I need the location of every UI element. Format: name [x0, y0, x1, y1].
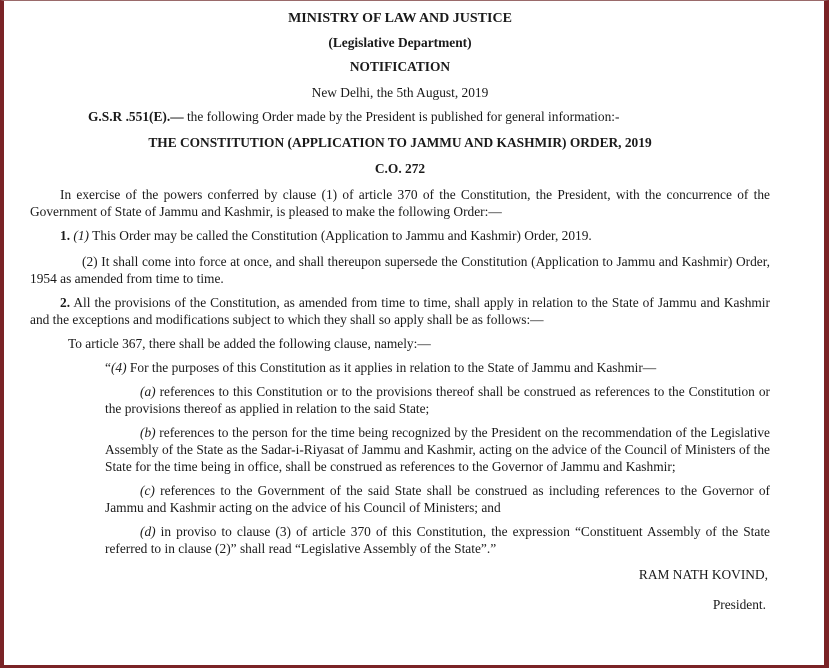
- sub-clause-a-label: (a): [140, 384, 156, 399]
- department-heading: (Legislative Department): [328, 35, 472, 50]
- ministry-heading: MINISTRY OF LAW AND JUSTICE: [288, 11, 512, 26]
- sub-clause-d: [30, 523, 770, 557]
- article-367-line: To article 367, there shall be added the following clause, namely:—: [68, 336, 431, 351]
- paragraph-1-number: 1.: [60, 228, 71, 243]
- signature-name: RAM NATH KOVIND,: [638, 567, 768, 582]
- paragraph-2-text: All the provisions of the Constitution, as amended from time to time, shall apply in relation to the State of Jammu and Kashmir and the exceptions and modifications subject to which they shall so apply shall be as follows:—: [30, 295, 770, 327]
- paragraph-1-2: (2) It shall come into force at once, and shall thereupon supersede the Constitution (Application to Jammu and Kashmir) Order, 1954 as amended from time to time.: [30, 254, 770, 286]
- notification-date: New Delhi, the 5th August, 2019: [311, 85, 489, 100]
- sub-clause-a: [30, 383, 770, 417]
- paragraph-1: [30, 227, 770, 244]
- signature-title: President.: [712, 597, 766, 612]
- paragraph-1-text: This Order may be called the Constitution (Application to Jammu and Kashmir) Order, 2019.: [89, 228, 592, 243]
- paragraph-2-number: 2.: [60, 295, 71, 310]
- sub-clause-d-text: in proviso to clause (3) of article 370 of this Constitution, the expression “Constituent Assembly of the State referred to in clause (2)” shall read “Legislative Assembly of the State”.”: [105, 524, 770, 556]
- paragraph-1-subnumber: (1): [73, 228, 90, 243]
- clause-4-number: (4): [110, 360, 127, 375]
- gsr-code: G.S.R .551(E).—: [88, 109, 184, 124]
- sub-clause-b-label: (b): [140, 425, 156, 440]
- sub-clause-a-text: references to this Constitution or to the provisions thereof shall be construed as references to the Constitution or the provisions thereof as applied in relation to the said State;: [105, 384, 770, 416]
- order-title: THE CONSTITUTION (APPLICATION TO JAMMU AND KASHMIR) ORDER, 2019: [148, 135, 652, 150]
- order-number: C.O. 272: [374, 161, 426, 176]
- sub-clause-c-text: references to the Government of the said State shall be construed as including references to the Governor of Jammu and Kashmir acting on the advice of his Council of Ministers; and: [105, 483, 770, 515]
- clause-4-text: For the purposes of this Constitution as it applies in relation to the State of Jammu and Kashmir—: [126, 360, 657, 375]
- sub-clause-b: [30, 424, 770, 475]
- clause-4-line: [30, 359, 770, 376]
- sub-clause-c-label: (c): [140, 483, 155, 498]
- gsr-line: [30, 108, 770, 125]
- notification-heading: NOTIFICATION: [349, 59, 451, 74]
- preamble-paragraph: In exercise of the powers conferred by clause (1) of article 370 of the Constitution, the President, with the concurrence of the Government of State of Jammu and Kashmir, is pleased to make the following Order:—: [30, 187, 770, 219]
- gsr-text: the following Order made by the President is published for general information:-: [183, 109, 620, 124]
- sub-clause-b-text: references to the person for the time being recognized by the President on the recommendation of the Legislative Assembly of the State as the Sadar-i-Riyasat of Jammu and Kashmir, acting on the advice of the Council of Ministers of the State for the time being in office, shall be construed as references to the Governor of Jammu and Kashmir;: [105, 425, 770, 474]
- sub-clause-d-label: (d): [140, 524, 156, 539]
- sub-clause-c: [30, 482, 770, 516]
- paragraph-2: [30, 294, 770, 328]
- clause-4-quote: “: [105, 360, 111, 375]
- notification-document: [30, 10, 770, 613]
